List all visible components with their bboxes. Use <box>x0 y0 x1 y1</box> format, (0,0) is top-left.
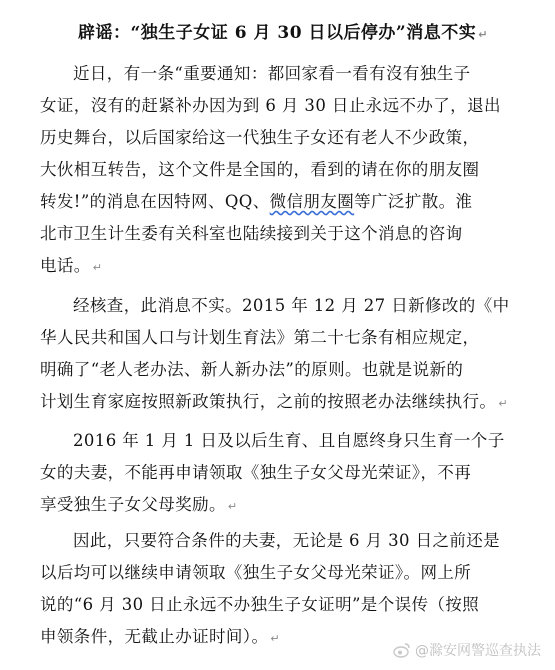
paragraph-line: 历史舞台，以后国家给这一代独生子女还有老人不少政策， <box>40 128 480 147</box>
paragraph-line: 大伙相互转告，这个文件是全国的，看到的请在你的朋友圈 <box>40 160 480 179</box>
paragraph-line: 女证，沒有的赶紧补办因为到 6 月 30 日止永远不办了，退出 <box>40 96 501 115</box>
paragraph-line: 北市卫生计生委有关科室也陆续接到关于这个消息的咨询 <box>40 224 463 243</box>
document-title <box>78 18 488 43</box>
paragraph-line-last <box>40 250 530 284</box>
paragraph-line: 以后均可以继续申请领取《独生子女父母光荣证》。网上所 <box>40 563 472 582</box>
paragraph-line: 近日，有一条“重要通知：都回家看一看有沒有独生子 <box>73 64 471 83</box>
paragraph-line-text: 电话。 <box>40 256 91 275</box>
paragraph-line: 女的夫妻，不能再申请领取《独生子女父母光荣证》，不再 <box>40 463 472 482</box>
paragraph-mark-icon: ↵ <box>227 500 238 513</box>
paragraph-3 <box>40 425 530 523</box>
spellcheck-underlined-text: 微信朋友圈 <box>269 192 355 211</box>
text-segment: 等广泛扩散。淮 <box>354 192 473 211</box>
text-segment: 转发!”的消息在因特网、QQ、 <box>40 192 270 211</box>
paragraph-line: 华人民共和国人口与计划生育法》第二十七条有相应规定， <box>40 328 480 347</box>
paragraph-line-text: 申领条件，无截止办证时间）。 <box>40 627 269 646</box>
paragraph-2 <box>40 290 530 420</box>
paragraph-1 <box>40 58 530 284</box>
paragraph-line-text: 计划生育家庭按照新政策执行，之前的按照老办法继续执行。 <box>40 392 497 411</box>
paragraph-mark-icon: ↵ <box>498 397 508 410</box>
watermark <box>393 640 541 660</box>
paragraph-line: 2016 年 1 月 1 日及以后生育、且自愿终身只生育一个子 <box>73 431 505 450</box>
paragraph-line: 明确了“老人老办法、新人新办法”的原则。也就是说新的 <box>40 360 464 379</box>
paragraph-line-last <box>40 489 530 523</box>
paragraph-4 <box>40 525 530 655</box>
paragraph-line-text: 享受独生子女父母奖励。 <box>40 495 226 514</box>
paragraph-mark-icon: ↵ <box>92 261 103 274</box>
weibo-icon <box>393 642 411 658</box>
paragraph-line-last <box>40 386 530 420</box>
paragraph-line: 因此，只要符合条件的夫妻，无论是 6 月 30 日之前还是 <box>73 531 501 550</box>
paragraph-line-with-squiggle <box>40 186 530 218</box>
paragraph-line: 经核查，此消息不实。2015 年 12 月 27 日新修改的《中 <box>73 296 510 315</box>
title-text: 辟谣：“独生子女证 6 月 30 日以后停办”消息不实 <box>78 23 477 43</box>
watermark-text: @滁安网警巡查执法 <box>415 643 541 659</box>
paragraph-line: 说的“6 月 30 日止永远不办独生子女证明”是个误传（按照 <box>40 595 480 614</box>
paragraph-mark-icon: ↵ <box>270 632 280 645</box>
paragraph-mark-icon: ↵ <box>478 28 488 41</box>
